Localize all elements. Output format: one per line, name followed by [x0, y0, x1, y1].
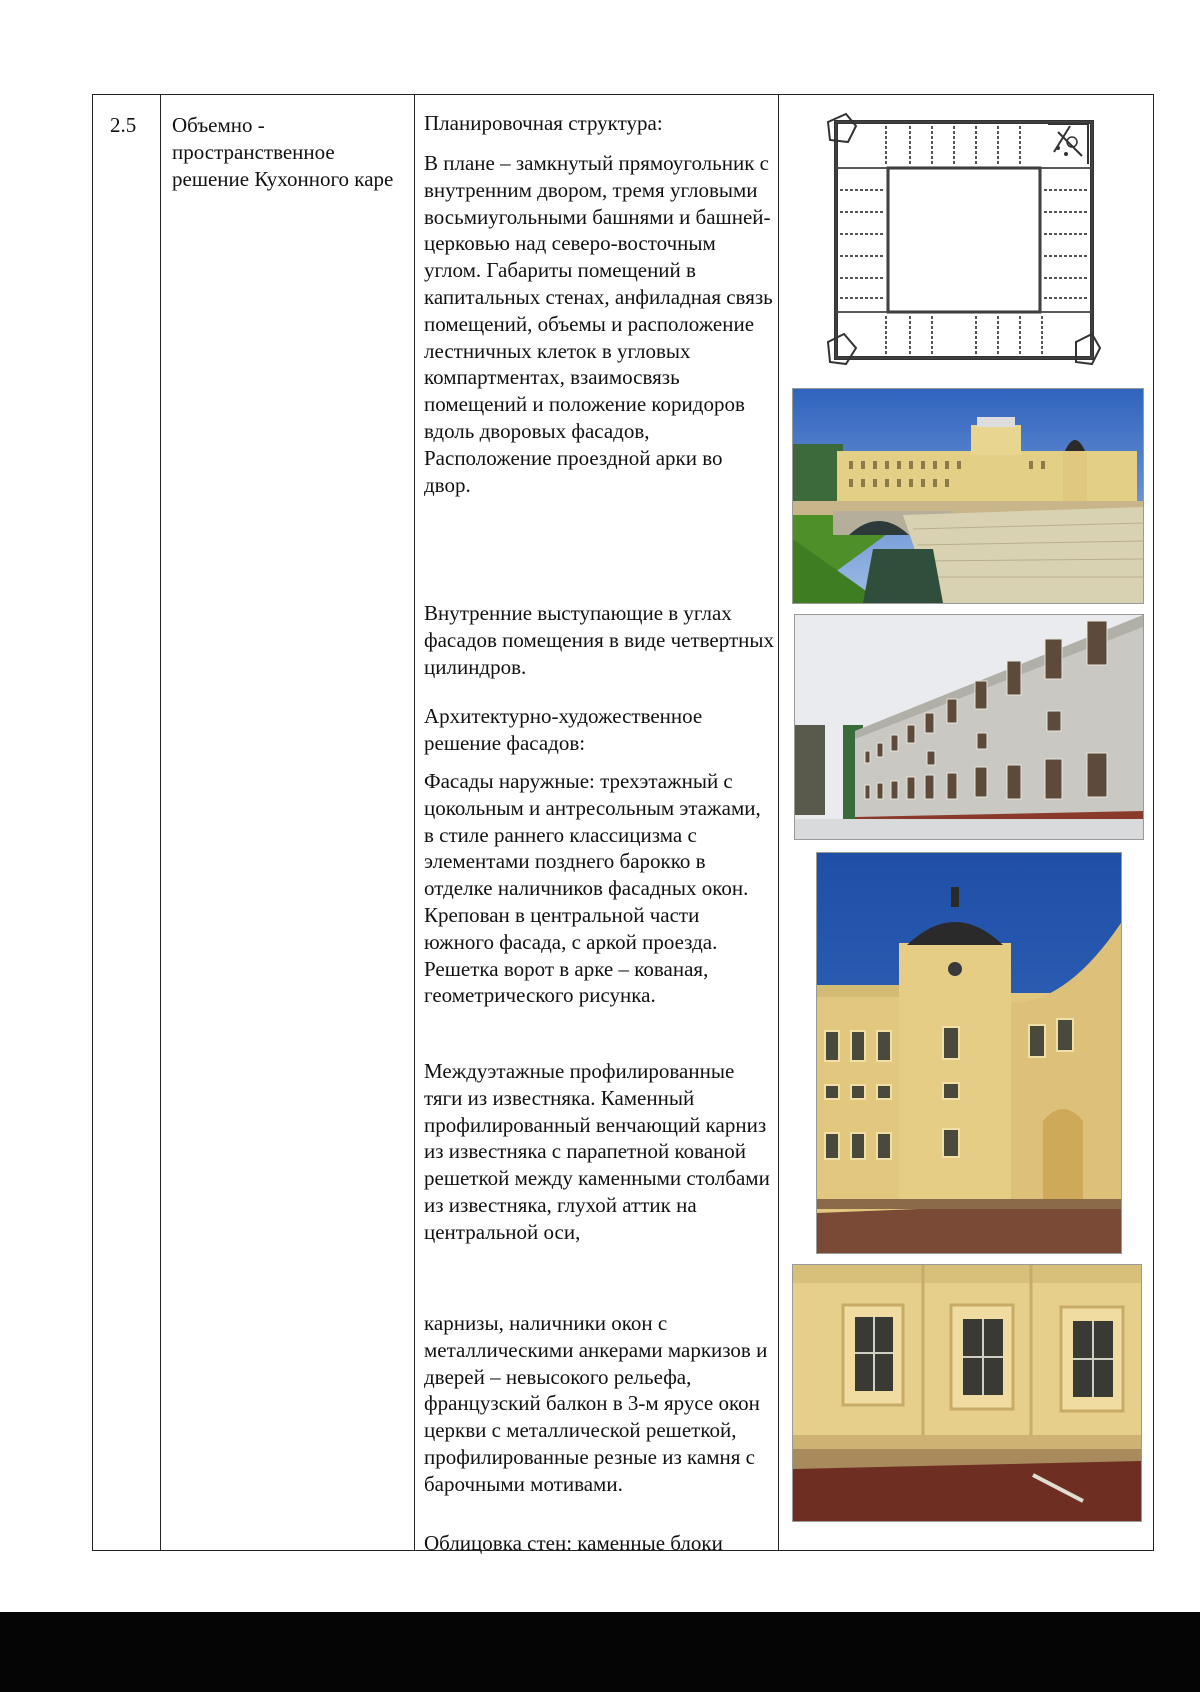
table-top-border: [92, 94, 1154, 95]
palace-bridge-photo: [792, 388, 1144, 604]
description-planning-heading: Планировочная структура:: [424, 111, 663, 135]
floor-plan-image: [826, 112, 1102, 368]
description-facades-heading: Архитектурно-художественное решение фасадов:: [424, 704, 703, 755]
courtyard-facade-photo: [794, 614, 1144, 840]
row-title: Объемно - пространственное решение Кухонного каре: [172, 113, 394, 191]
floor-plan-drawing: [826, 112, 1102, 368]
description-facades-text: Фасады наружные: трехэтажный с цокольным и антресольным этажами, в стиле раннего классицизма с элементами позднего барокко в отделке наличников фасадных окон. Крепован в центральной части южного фасада, с аркой проезда. Решетка ворот в арке – кованая, геометрического рисунка.: [424, 769, 761, 1008]
church-tower-photo: [816, 852, 1122, 1254]
church-tower-drawing: [817, 853, 1121, 1253]
table-left-border: [92, 94, 93, 1551]
table-right-border: [1153, 94, 1154, 1551]
row-number: 2.5: [110, 113, 137, 137]
scan-bottom-border: [0, 1612, 1200, 1692]
window-detail-photo: [792, 1264, 1142, 1522]
description-cladding-text: Облицовка стен: каменные блоки: [424, 1531, 723, 1555]
table-col-divider-1: [160, 94, 161, 1551]
courtyard-facade-drawing: [795, 615, 1143, 839]
table-col-divider-3: [778, 94, 779, 1551]
window-detail-drawing: [793, 1265, 1141, 1521]
description-planning-text: В плане – замкнутый прямоугольник с внутренним двором, тремя угловыми восьмиугольными башнями и башней-церковью над северо-восточным углом. Габариты помещений в капитальных стенах, анфиладная связь помещений, объемы и расположение лестничных клеток в угловых компартментах, взаимосвязь помещений и положение коридоров вдоль дворовых фасадов, Расположение проездной арки во двор.: [424, 151, 773, 497]
description-interior-text: Внутренние выступающие в углах фасадов помещения в виде четвертных цилиндров.: [424, 601, 774, 679]
description-cornices-text: Междуэтажные профилированные тяги из известняка. Каменный профилированный венчающий карниз из известняка с парапетной кованой решеткой между каменными столбами из известняка, глухой аттик на центральной оси,: [424, 1059, 770, 1244]
palace-bridge-drawing: [793, 389, 1143, 603]
table-col-divider-2: [414, 94, 415, 1551]
description-details-text: карнизы, наличники окон с металлическими анкерами маркизов и дверей – невысокого рельефа, французский балкон в 3-м ярусе окон церкви с металлической решеткой, профилированные резные из камня с барочными мотивами.: [424, 1311, 768, 1496]
